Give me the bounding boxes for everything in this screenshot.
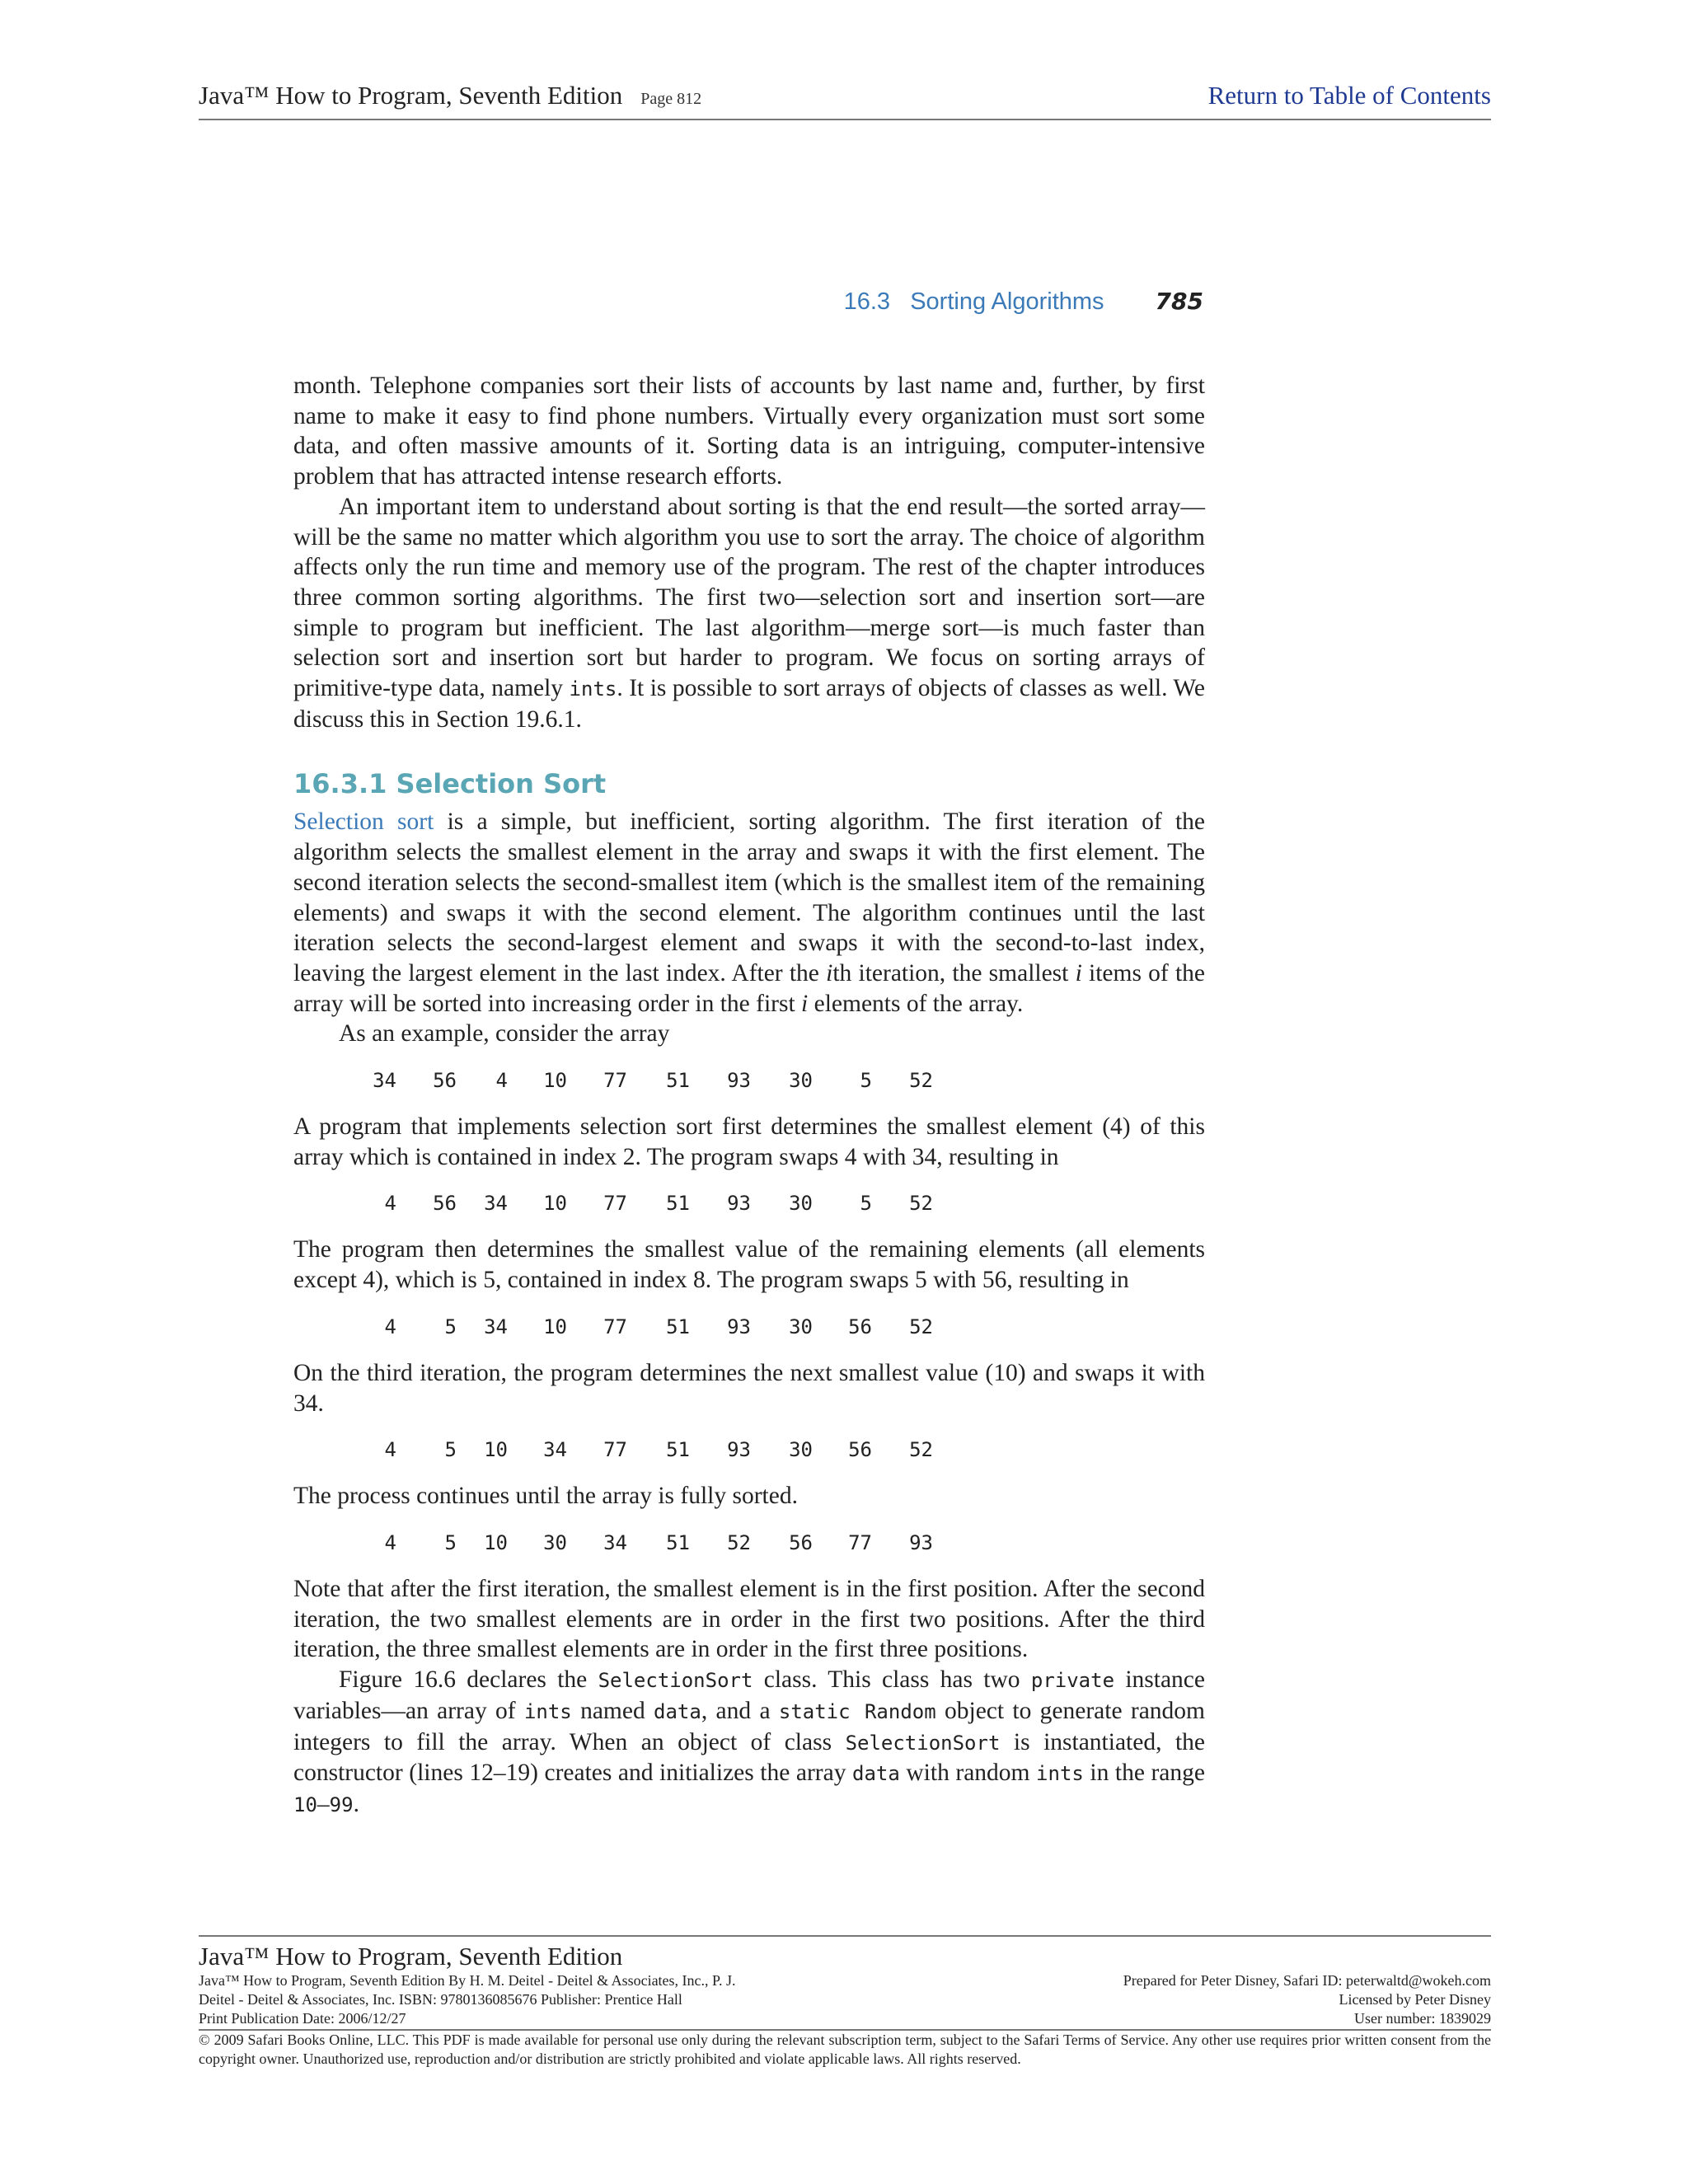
array-value: 93	[727, 1438, 751, 1462]
text: named	[571, 1697, 654, 1724]
paragraph-1: month. Telephone companies sort their lists of accounts by last name and, further, by first name to make it easy to find phone numbers. Virtually every organization must sort some data, and often massive amounts of it. Sorting data is an intriguing, computer-intensive problem that has attracted intense research efforts.	[293, 373, 1205, 490]
array-value: 10	[543, 1069, 567, 1093]
text: in the range	[1083, 1760, 1205, 1787]
text: . It is possible to sort arrays of objects of classes as well. We discuss this in Section 19.6.1.	[293, 675, 1205, 733]
array-value: 56	[848, 1315, 872, 1338]
array-value: 4	[384, 1438, 396, 1462]
italic-i: i	[801, 990, 809, 1017]
paragraph-10	[293, 1665, 1205, 1821]
array-value: 4	[384, 1315, 396, 1338]
array-value: 34	[484, 1192, 508, 1216]
text: , and a	[701, 1697, 779, 1724]
footer-line-3	[199, 2009, 1491, 2028]
array-value: 77	[603, 1315, 627, 1338]
text: th iteration, the smallest	[832, 959, 1076, 987]
text: .	[353, 1790, 359, 1817]
paragraph-6: The program then determines the smallest value of the remaining elements (all elements except 4), which is 5, contained in index 8. The program swaps 5 with 56, resulting in	[293, 1236, 1205, 1294]
array-value: 4	[384, 1530, 396, 1554]
array-value: 77	[603, 1192, 627, 1216]
array-value: 10	[484, 1438, 508, 1462]
array-value: 5	[860, 1069, 872, 1093]
array-value: 5	[860, 1192, 872, 1216]
array-value: 10	[543, 1192, 567, 1216]
array-row-iteration-3	[293, 1435, 1205, 1465]
array-value: 52	[909, 1192, 933, 1216]
code-ints: ints	[523, 1699, 572, 1723]
code-ints: ints	[1036, 1762, 1084, 1786]
footer-author-info: Java™ How to Program, Seventh Edition By H. M. Deitel - Deitel & Associates, Inc., P. J.	[199, 1972, 736, 1989]
array-value: 34	[373, 1069, 396, 1093]
code-data: data	[654, 1699, 701, 1723]
array-row-iteration-1	[293, 1188, 1205, 1218]
book-title	[199, 81, 701, 110]
text: –	[316, 1790, 330, 1817]
footer-isbn-publisher: Deitel - Deitel & Associates, Inc. ISBN: 9780136085676 Publisher: Prentice Hall	[199, 1991, 682, 2008]
array-value: 30	[789, 1438, 813, 1462]
text: is a simple, but inefficient, sorting algorithm. The first iteration of the algorithm selects the smallest element in the array and swaps it with the first element. The second iteration selects the second-smallest item (which is the smallest item of the remaining elements) and swaps it with the second element. The algorithm continues until the last iteration selects the second-largest element and swaps it with the second-to-last index, leaving the largest element in the last index. After the	[293, 808, 1205, 987]
page-footer	[199, 1935, 1491, 2069]
array-value: 51	[666, 1069, 690, 1093]
array-value: 34	[484, 1315, 508, 1338]
code-data: data	[852, 1762, 900, 1786]
text: is instantiated, the constructor (lines 12–19) creates and initializes the array	[293, 1728, 1205, 1787]
paragraph-5: A program that implements selection sort first determines the smallest element (4) of this array which is contained in index 2. The program swaps 4 with 34, resulting in	[293, 1113, 1205, 1170]
italic-i: i	[1075, 959, 1082, 987]
array-value: 51	[666, 1438, 690, 1462]
array-value: 30	[789, 1315, 813, 1338]
text: class. This class has two	[753, 1666, 1031, 1694]
array-value: 34	[603, 1530, 627, 1554]
paragraph-7: On the third iteration, the program determines the next smallest value (10) and swaps it with 34.	[293, 1359, 1205, 1417]
array-value: 51	[666, 1192, 690, 1216]
footer-licensed-by: Licensed by Peter Disney	[1339, 1991, 1491, 2008]
text: items of the array will be sorted into increasing order in the first	[293, 959, 1206, 1017]
page-number: 785	[1155, 288, 1203, 315]
array-value: 5	[444, 1530, 457, 1554]
array-value: 93	[727, 1069, 751, 1093]
text: An important item to understand about sorting is that the end result—the sorted array—will be the same no matter which algorithm you use to sort the array. The choice of algorithm affects only the run time and memory use of the program. The rest of the chapter introduces three common sorting algorithms. The first two—selection sort and insertion sort—are simple to program but inefficient. The last algorithm—merge sort—is much faster than selection sort and insertion sort but harder to program. We focus on sorting arrays of primitive-type data, namely	[293, 493, 1205, 702]
section-reference: 16.3 Sorting Algorithms	[843, 288, 1104, 315]
array-value: 10	[543, 1315, 567, 1338]
array-value: 56	[848, 1438, 872, 1462]
array-row-iteration-2	[293, 1312, 1205, 1342]
array-value: 77	[603, 1069, 627, 1093]
text: with random	[899, 1760, 1037, 1787]
code-ints: ints	[569, 677, 617, 701]
array-value: 4	[495, 1069, 508, 1093]
array-value: 30	[789, 1192, 813, 1216]
array-value: 30	[543, 1530, 567, 1554]
array-value: 30	[789, 1069, 813, 1093]
array-value: 93	[727, 1315, 751, 1338]
italic-i: i	[826, 959, 833, 987]
page-header	[199, 73, 1491, 120]
return-to-toc-link[interactable]: Return to Table of Contents	[1207, 81, 1491, 110]
array-value: 52	[909, 1069, 933, 1093]
footer-prepared-for: Prepared for Peter Disney, Safari ID: peterwaltd@wokeh.com	[1123, 1972, 1491, 1989]
section-heading: 16.3.1 Selection Sort	[293, 768, 607, 800]
array-value: 51	[666, 1530, 690, 1554]
array-value: 52	[727, 1530, 751, 1554]
key-term-selection-sort: Selection sort	[293, 808, 434, 836]
footer-book-title: Java™ How to Program, Seventh Edition	[199, 1942, 623, 1971]
array-value: 52	[909, 1315, 933, 1338]
text: Figure 16.6 declares the	[339, 1666, 598, 1694]
code-99: 99	[329, 1793, 354, 1816]
text: object to generate random integers to fill the array. When an object of class	[293, 1697, 1205, 1755]
array-row-initial	[293, 1066, 1205, 1095]
array-value: 34	[543, 1438, 567, 1462]
array-value: 77	[848, 1530, 872, 1554]
footer-line-2	[199, 1990, 1491, 2009]
array-value: 5	[444, 1438, 457, 1462]
footer-user-number: User number: 1839029	[1354, 2010, 1491, 2027]
code-private: private	[1030, 1669, 1115, 1693]
page-label: Page 812	[640, 90, 702, 108]
footer-print-date: Print Publication Date: 2006/12/27	[199, 2010, 406, 2027]
array-value: 56	[433, 1069, 457, 1093]
code-selectionsort: SelectionSort	[598, 1669, 753, 1693]
paragraph-4: As an example, consider the array	[339, 1020, 670, 1047]
paragraph-3	[293, 807, 1205, 1019]
running-head	[0, 288, 1203, 316]
array-row-sorted	[293, 1528, 1205, 1558]
array-value: 93	[909, 1530, 933, 1554]
paragraph-9: Note that after the first iteration, the smallest element is in the first position. After the second iteration, the two smallest elements are in order in the first two positions. After the third iteration, the three smallest elements are in order in the first three positions.	[293, 1575, 1205, 1663]
book-title-text: Java™ How to Program, Seventh Edition	[199, 81, 623, 110]
array-value: 10	[484, 1530, 508, 1554]
array-value: 77	[603, 1438, 627, 1462]
paragraph-2	[293, 492, 1205, 735]
text: elements of the array.	[808, 990, 1024, 1017]
array-value: 5	[444, 1315, 457, 1338]
array-value: 56	[789, 1530, 813, 1554]
page-body	[293, 371, 1205, 1821]
code-static-random: static Random	[778, 1699, 936, 1723]
array-value: 4	[384, 1192, 396, 1216]
array-value: 52	[909, 1438, 933, 1462]
footer-copyright: © 2009 Safari Books Online, LLC. This PDF is made available for personal use only during the relevant subscription term, subject to the Safari Terms of Service. Any other use requires prior written consent from the copyright owner. Unauthorized use, reproduction and/or distribution are strictly prohibited and violate applicable laws. All rights reserved.	[199, 2032, 1491, 2067]
text: instance variables—an array of	[293, 1666, 1205, 1724]
code-selectionsort: SelectionSort	[845, 1731, 1001, 1755]
code-10: 10	[293, 1793, 317, 1816]
footer-line-1	[199, 1971, 1491, 1990]
array-value: 93	[727, 1192, 751, 1216]
paragraph-8: The process continues until the array is fully sorted.	[293, 1483, 798, 1510]
array-value: 51	[666, 1315, 690, 1338]
array-value: 56	[433, 1192, 457, 1216]
